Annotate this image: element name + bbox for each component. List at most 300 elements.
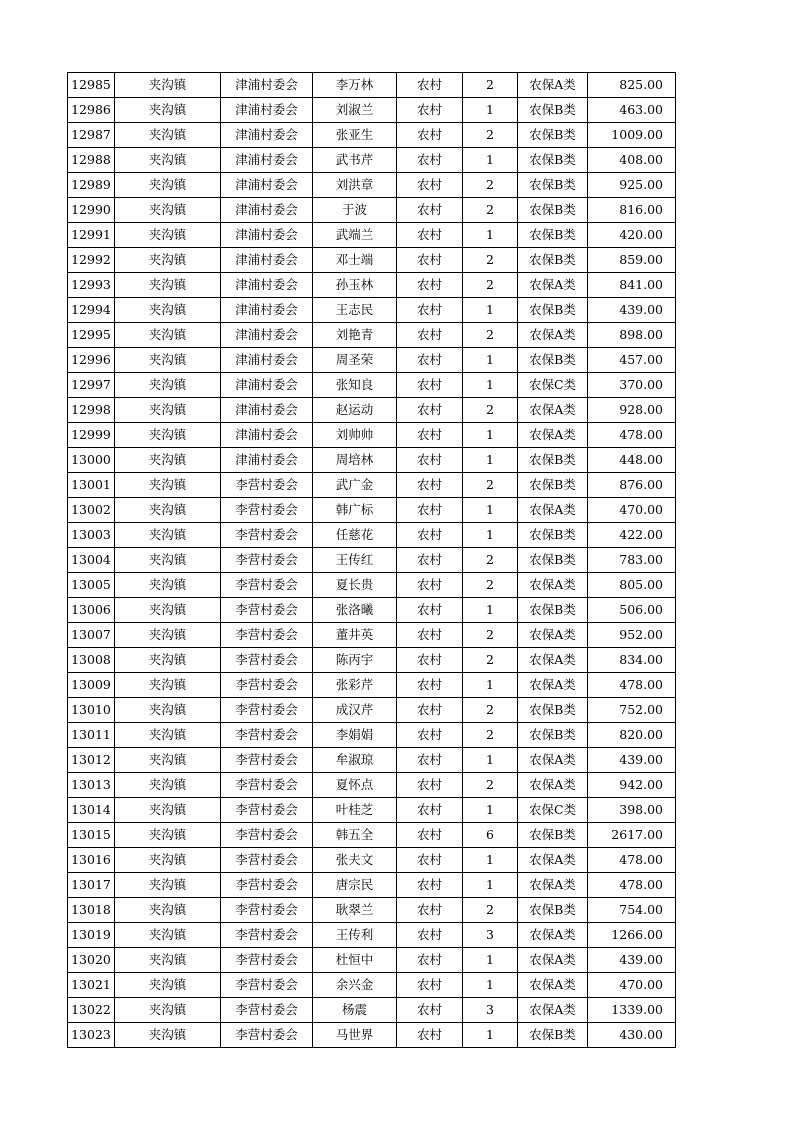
table-row bbox=[68, 673, 676, 698]
table-row bbox=[68, 448, 676, 473]
amount-cell: 470.00 bbox=[588, 973, 676, 998]
town-cell: 夹沟镇 bbox=[115, 323, 221, 348]
town-cell: 夹沟镇 bbox=[115, 298, 221, 323]
household-type-cell: 农村 bbox=[397, 73, 463, 98]
person-name-cell: 牟淑琼 bbox=[313, 748, 397, 773]
person-name-cell: 唐宗民 bbox=[313, 873, 397, 898]
person-name-cell: 张洛曦 bbox=[313, 598, 397, 623]
table-row bbox=[68, 1023, 676, 1048]
table-row bbox=[68, 698, 676, 723]
table-row bbox=[68, 373, 676, 398]
household-size-cell: 2 bbox=[463, 898, 518, 923]
amount-cell: 430.00 bbox=[588, 1023, 676, 1048]
amount-cell: 439.00 bbox=[588, 948, 676, 973]
household-type-cell: 农村 bbox=[397, 948, 463, 973]
serial-number-cell: 12986 bbox=[68, 98, 115, 123]
household-size-cell: 2 bbox=[463, 623, 518, 648]
insurance-category-cell: 农保B类 bbox=[518, 698, 588, 723]
person-name-cell: 刘淑兰 bbox=[313, 98, 397, 123]
household-size-cell: 1 bbox=[463, 848, 518, 873]
amount-cell: 457.00 bbox=[588, 348, 676, 373]
serial-number-cell: 12997 bbox=[68, 373, 115, 398]
insurance-category-cell: 农保A类 bbox=[518, 998, 588, 1023]
household-size-cell: 1 bbox=[463, 523, 518, 548]
town-cell: 夹沟镇 bbox=[115, 648, 221, 673]
town-cell: 夹沟镇 bbox=[115, 673, 221, 698]
household-type-cell: 农村 bbox=[397, 148, 463, 173]
household-size-cell: 2 bbox=[463, 73, 518, 98]
village-committee-cell: 李营村委会 bbox=[221, 598, 313, 623]
amount-cell: 478.00 bbox=[588, 873, 676, 898]
serial-number-cell: 13016 bbox=[68, 848, 115, 873]
insurance-category-cell: 农保A类 bbox=[518, 323, 588, 348]
household-size-cell: 2 bbox=[463, 573, 518, 598]
amount-cell: 478.00 bbox=[588, 673, 676, 698]
table-row bbox=[68, 198, 676, 223]
table-row bbox=[68, 398, 676, 423]
insurance-category-cell: 农保B类 bbox=[518, 448, 588, 473]
town-cell: 夹沟镇 bbox=[115, 848, 221, 873]
amount-cell: 463.00 bbox=[588, 98, 676, 123]
serial-number-cell: 13004 bbox=[68, 548, 115, 573]
household-size-cell: 3 bbox=[463, 923, 518, 948]
table-row bbox=[68, 923, 676, 948]
town-cell: 夹沟镇 bbox=[115, 923, 221, 948]
amount-cell: 1009.00 bbox=[588, 123, 676, 148]
village-committee-cell: 李营村委会 bbox=[221, 848, 313, 873]
person-name-cell: 王志民 bbox=[313, 298, 397, 323]
person-name-cell: 刘洪章 bbox=[313, 173, 397, 198]
insurance-category-cell: 农保B类 bbox=[518, 473, 588, 498]
household-type-cell: 农村 bbox=[397, 498, 463, 523]
insurance-category-cell: 农保B类 bbox=[518, 523, 588, 548]
serial-number-cell: 13007 bbox=[68, 623, 115, 648]
serial-number-cell: 13017 bbox=[68, 873, 115, 898]
town-cell: 夹沟镇 bbox=[115, 423, 221, 448]
town-cell: 夹沟镇 bbox=[115, 773, 221, 798]
village-committee-cell: 津浦村委会 bbox=[221, 123, 313, 148]
village-committee-cell: 津浦村委会 bbox=[221, 73, 313, 98]
serial-number-cell: 12989 bbox=[68, 173, 115, 198]
table-row bbox=[68, 548, 676, 573]
household-type-cell: 农村 bbox=[397, 598, 463, 623]
serial-number-cell: 13012 bbox=[68, 748, 115, 773]
household-size-cell: 2 bbox=[463, 473, 518, 498]
household-size-cell: 1 bbox=[463, 148, 518, 173]
serial-number-cell: 13006 bbox=[68, 598, 115, 623]
table-row bbox=[68, 748, 676, 773]
town-cell: 夹沟镇 bbox=[115, 798, 221, 823]
insurance-category-cell: 农保A类 bbox=[518, 948, 588, 973]
town-cell: 夹沟镇 bbox=[115, 1023, 221, 1048]
household-size-cell: 1 bbox=[463, 798, 518, 823]
household-type-cell: 农村 bbox=[397, 1023, 463, 1048]
person-name-cell: 张亚生 bbox=[313, 123, 397, 148]
table-row bbox=[68, 573, 676, 598]
person-name-cell: 孙玉林 bbox=[313, 273, 397, 298]
insurance-category-cell: 农保B类 bbox=[518, 548, 588, 573]
household-type-cell: 农村 bbox=[397, 648, 463, 673]
amount-cell: 825.00 bbox=[588, 73, 676, 98]
serial-number-cell: 13014 bbox=[68, 798, 115, 823]
insurance-category-cell: 农保A类 bbox=[518, 973, 588, 998]
household-type-cell: 农村 bbox=[397, 173, 463, 198]
serial-number-cell: 13008 bbox=[68, 648, 115, 673]
household-size-cell: 2 bbox=[463, 548, 518, 573]
insurance-category-cell: 农保B类 bbox=[518, 298, 588, 323]
insurance-category-cell: 农保A类 bbox=[518, 923, 588, 948]
village-committee-cell: 津浦村委会 bbox=[221, 248, 313, 273]
village-committee-cell: 李营村委会 bbox=[221, 973, 313, 998]
household-type-cell: 农村 bbox=[397, 273, 463, 298]
village-committee-cell: 津浦村委会 bbox=[221, 298, 313, 323]
village-committee-cell: 津浦村委会 bbox=[221, 198, 313, 223]
amount-cell: 470.00 bbox=[588, 498, 676, 523]
serial-number-cell: 13009 bbox=[68, 673, 115, 698]
town-cell: 夹沟镇 bbox=[115, 348, 221, 373]
village-committee-cell: 津浦村委会 bbox=[221, 423, 313, 448]
person-name-cell: 杜恒中 bbox=[313, 948, 397, 973]
serial-number-cell: 12998 bbox=[68, 398, 115, 423]
person-name-cell: 陈丙宇 bbox=[313, 648, 397, 673]
serial-number-cell: 13001 bbox=[68, 473, 115, 498]
table-row bbox=[68, 123, 676, 148]
amount-cell: 398.00 bbox=[588, 798, 676, 823]
table-row bbox=[68, 273, 676, 298]
household-size-cell: 2 bbox=[463, 173, 518, 198]
household-type-cell: 农村 bbox=[397, 923, 463, 948]
insurance-category-cell: 农保A类 bbox=[518, 673, 588, 698]
village-committee-cell: 李营村委会 bbox=[221, 723, 313, 748]
town-cell: 夹沟镇 bbox=[115, 373, 221, 398]
household-type-cell: 农村 bbox=[397, 223, 463, 248]
serial-number-cell: 13020 bbox=[68, 948, 115, 973]
town-cell: 夹沟镇 bbox=[115, 123, 221, 148]
town-cell: 夹沟镇 bbox=[115, 823, 221, 848]
town-cell: 夹沟镇 bbox=[115, 523, 221, 548]
village-committee-cell: 津浦村委会 bbox=[221, 273, 313, 298]
amount-cell: 754.00 bbox=[588, 898, 676, 923]
household-type-cell: 农村 bbox=[397, 998, 463, 1023]
serial-number-cell: 13005 bbox=[68, 573, 115, 598]
table-row bbox=[68, 323, 676, 348]
village-committee-cell: 津浦村委会 bbox=[221, 98, 313, 123]
town-cell: 夹沟镇 bbox=[115, 448, 221, 473]
town-cell: 夹沟镇 bbox=[115, 398, 221, 423]
household-type-cell: 农村 bbox=[397, 773, 463, 798]
amount-cell: 506.00 bbox=[588, 598, 676, 623]
insurance-category-cell: 农保B类 bbox=[518, 148, 588, 173]
village-committee-cell: 李营村委会 bbox=[221, 573, 313, 598]
person-name-cell: 张夫文 bbox=[313, 848, 397, 873]
insurance-category-cell: 农保B类 bbox=[518, 98, 588, 123]
household-type-cell: 农村 bbox=[397, 798, 463, 823]
village-committee-cell: 李营村委会 bbox=[221, 498, 313, 523]
person-name-cell: 王传利 bbox=[313, 923, 397, 948]
household-type-cell: 农村 bbox=[397, 98, 463, 123]
household-type-cell: 农村 bbox=[397, 248, 463, 273]
serial-number-cell: 12990 bbox=[68, 198, 115, 223]
serial-number-cell: 12999 bbox=[68, 423, 115, 448]
insurance-category-cell: 农保B类 bbox=[518, 248, 588, 273]
insurance-category-cell: 农保B类 bbox=[518, 823, 588, 848]
person-name-cell: 张彩芹 bbox=[313, 673, 397, 698]
town-cell: 夹沟镇 bbox=[115, 623, 221, 648]
village-committee-cell: 李营村委会 bbox=[221, 823, 313, 848]
household-size-cell: 1 bbox=[463, 673, 518, 698]
village-committee-cell: 李营村委会 bbox=[221, 673, 313, 698]
town-cell: 夹沟镇 bbox=[115, 98, 221, 123]
household-size-cell: 1 bbox=[463, 98, 518, 123]
insurance-category-cell: 农保C类 bbox=[518, 373, 588, 398]
person-name-cell: 王传红 bbox=[313, 548, 397, 573]
serial-number-cell: 12993 bbox=[68, 273, 115, 298]
town-cell: 夹沟镇 bbox=[115, 898, 221, 923]
serial-number-cell: 13018 bbox=[68, 898, 115, 923]
insurance-category-cell: 农保B类 bbox=[518, 173, 588, 198]
table-row bbox=[68, 648, 676, 673]
serial-number-cell: 12995 bbox=[68, 323, 115, 348]
household-size-cell: 1 bbox=[463, 373, 518, 398]
household-size-cell: 1 bbox=[463, 948, 518, 973]
town-cell: 夹沟镇 bbox=[115, 723, 221, 748]
table-row bbox=[68, 898, 676, 923]
village-committee-cell: 李营村委会 bbox=[221, 773, 313, 798]
person-name-cell: 李万林 bbox=[313, 73, 397, 98]
village-committee-cell: 李营村委会 bbox=[221, 623, 313, 648]
serial-number-cell: 12985 bbox=[68, 73, 115, 98]
serial-number-cell: 13003 bbox=[68, 523, 115, 548]
amount-cell: 478.00 bbox=[588, 423, 676, 448]
table-row bbox=[68, 498, 676, 523]
household-type-cell: 农村 bbox=[397, 698, 463, 723]
household-size-cell: 1 bbox=[463, 598, 518, 623]
village-committee-cell: 津浦村委会 bbox=[221, 373, 313, 398]
person-name-cell: 夏长贵 bbox=[313, 573, 397, 598]
serial-number-cell: 13011 bbox=[68, 723, 115, 748]
person-name-cell: 杨震 bbox=[313, 998, 397, 1023]
household-size-cell: 1 bbox=[463, 448, 518, 473]
amount-cell: 841.00 bbox=[588, 273, 676, 298]
table-row bbox=[68, 598, 676, 623]
amount-cell: 420.00 bbox=[588, 223, 676, 248]
serial-number-cell: 12996 bbox=[68, 348, 115, 373]
village-committee-cell: 津浦村委会 bbox=[221, 223, 313, 248]
town-cell: 夹沟镇 bbox=[115, 573, 221, 598]
amount-cell: 422.00 bbox=[588, 523, 676, 548]
person-name-cell: 马世界 bbox=[313, 1023, 397, 1048]
person-name-cell: 刘帅帅 bbox=[313, 423, 397, 448]
amount-cell: 925.00 bbox=[588, 173, 676, 198]
amount-cell: 2617.00 bbox=[588, 823, 676, 848]
household-type-cell: 农村 bbox=[397, 673, 463, 698]
town-cell: 夹沟镇 bbox=[115, 873, 221, 898]
town-cell: 夹沟镇 bbox=[115, 948, 221, 973]
household-type-cell: 农村 bbox=[397, 423, 463, 448]
amount-cell: 859.00 bbox=[588, 248, 676, 273]
roster-table bbox=[67, 72, 676, 1048]
household-size-cell: 2 bbox=[463, 698, 518, 723]
insurance-category-cell: 农保B类 bbox=[518, 723, 588, 748]
person-name-cell: 韩五全 bbox=[313, 823, 397, 848]
roster-body bbox=[68, 73, 676, 1048]
person-name-cell: 夏怀点 bbox=[313, 773, 397, 798]
town-cell: 夹沟镇 bbox=[115, 223, 221, 248]
serial-number-cell: 13002 bbox=[68, 498, 115, 523]
table-row bbox=[68, 948, 676, 973]
table-row bbox=[68, 523, 676, 548]
village-committee-cell: 李营村委会 bbox=[221, 523, 313, 548]
serial-number-cell: 12987 bbox=[68, 123, 115, 148]
person-name-cell: 叶桂芝 bbox=[313, 798, 397, 823]
insurance-category-cell: 农保B类 bbox=[518, 598, 588, 623]
village-committee-cell: 津浦村委会 bbox=[221, 173, 313, 198]
table-row bbox=[68, 998, 676, 1023]
household-type-cell: 农村 bbox=[397, 323, 463, 348]
household-type-cell: 农村 bbox=[397, 448, 463, 473]
town-cell: 夹沟镇 bbox=[115, 748, 221, 773]
insurance-category-cell: 农保A类 bbox=[518, 773, 588, 798]
village-committee-cell: 李营村委会 bbox=[221, 748, 313, 773]
household-size-cell: 2 bbox=[463, 273, 518, 298]
serial-number-cell: 13023 bbox=[68, 1023, 115, 1048]
household-type-cell: 农村 bbox=[397, 623, 463, 648]
amount-cell: 408.00 bbox=[588, 148, 676, 173]
serial-number-cell: 13022 bbox=[68, 998, 115, 1023]
household-size-cell: 1 bbox=[463, 298, 518, 323]
amount-cell: 898.00 bbox=[588, 323, 676, 348]
village-committee-cell: 李营村委会 bbox=[221, 873, 313, 898]
table-row bbox=[68, 248, 676, 273]
household-type-cell: 农村 bbox=[397, 848, 463, 873]
household-type-cell: 农村 bbox=[397, 548, 463, 573]
household-type-cell: 农村 bbox=[397, 898, 463, 923]
person-name-cell: 耿翠兰 bbox=[313, 898, 397, 923]
household-size-cell: 2 bbox=[463, 398, 518, 423]
serial-number-cell: 13000 bbox=[68, 448, 115, 473]
serial-number-cell: 12988 bbox=[68, 148, 115, 173]
table-row bbox=[68, 623, 676, 648]
village-committee-cell: 李营村委会 bbox=[221, 798, 313, 823]
amount-cell: 478.00 bbox=[588, 848, 676, 873]
amount-cell: 952.00 bbox=[588, 623, 676, 648]
village-committee-cell: 李营村委会 bbox=[221, 998, 313, 1023]
table-row bbox=[68, 773, 676, 798]
insurance-category-cell: 农保B类 bbox=[518, 198, 588, 223]
household-size-cell: 2 bbox=[463, 248, 518, 273]
village-committee-cell: 津浦村委会 bbox=[221, 448, 313, 473]
amount-cell: 805.00 bbox=[588, 573, 676, 598]
household-type-cell: 农村 bbox=[397, 473, 463, 498]
household-type-cell: 农村 bbox=[397, 348, 463, 373]
village-committee-cell: 津浦村委会 bbox=[221, 323, 313, 348]
table-row bbox=[68, 873, 676, 898]
household-type-cell: 农村 bbox=[397, 748, 463, 773]
table-row bbox=[68, 823, 676, 848]
town-cell: 夹沟镇 bbox=[115, 473, 221, 498]
amount-cell: 439.00 bbox=[588, 298, 676, 323]
town-cell: 夹沟镇 bbox=[115, 73, 221, 98]
table-row bbox=[68, 173, 676, 198]
insurance-category-cell: 农保A类 bbox=[518, 623, 588, 648]
insurance-category-cell: 农保A类 bbox=[518, 573, 588, 598]
person-name-cell: 董井英 bbox=[313, 623, 397, 648]
insurance-category-cell: 农保B类 bbox=[518, 1023, 588, 1048]
person-name-cell: 任慈花 bbox=[313, 523, 397, 548]
household-size-cell: 2 bbox=[463, 323, 518, 348]
insurance-category-cell: 农保A类 bbox=[518, 273, 588, 298]
insurance-category-cell: 农保A类 bbox=[518, 73, 588, 98]
amount-cell: 942.00 bbox=[588, 773, 676, 798]
serial-number-cell: 13019 bbox=[68, 923, 115, 948]
person-name-cell: 武书芹 bbox=[313, 148, 397, 173]
household-size-cell: 1 bbox=[463, 223, 518, 248]
village-committee-cell: 李营村委会 bbox=[221, 473, 313, 498]
table-row bbox=[68, 148, 676, 173]
village-committee-cell: 李营村委会 bbox=[221, 898, 313, 923]
serial-number-cell: 13015 bbox=[68, 823, 115, 848]
town-cell: 夹沟镇 bbox=[115, 498, 221, 523]
table-row bbox=[68, 423, 676, 448]
person-name-cell: 余兴金 bbox=[313, 973, 397, 998]
town-cell: 夹沟镇 bbox=[115, 248, 221, 273]
table-row bbox=[68, 98, 676, 123]
village-committee-cell: 李营村委会 bbox=[221, 698, 313, 723]
insurance-category-cell: 农保B类 bbox=[518, 123, 588, 148]
household-size-cell: 1 bbox=[463, 973, 518, 998]
village-committee-cell: 津浦村委会 bbox=[221, 398, 313, 423]
table-row bbox=[68, 723, 676, 748]
person-name-cell: 成汉芹 bbox=[313, 698, 397, 723]
household-size-cell: 1 bbox=[463, 1023, 518, 1048]
serial-number-cell: 13021 bbox=[68, 973, 115, 998]
household-type-cell: 农村 bbox=[397, 523, 463, 548]
amount-cell: 439.00 bbox=[588, 748, 676, 773]
amount-cell: 1266.00 bbox=[588, 923, 676, 948]
household-type-cell: 农村 bbox=[397, 873, 463, 898]
serial-number-cell: 13010 bbox=[68, 698, 115, 723]
person-name-cell: 邓士端 bbox=[313, 248, 397, 273]
insurance-category-cell: 农保A类 bbox=[518, 848, 588, 873]
amount-cell: 834.00 bbox=[588, 648, 676, 673]
table-row bbox=[68, 348, 676, 373]
household-size-cell: 2 bbox=[463, 773, 518, 798]
household-size-cell: 2 bbox=[463, 123, 518, 148]
household-size-cell: 2 bbox=[463, 198, 518, 223]
person-name-cell: 刘艳青 bbox=[313, 323, 397, 348]
village-committee-cell: 津浦村委会 bbox=[221, 348, 313, 373]
household-type-cell: 农村 bbox=[397, 298, 463, 323]
insurance-category-cell: 农保A类 bbox=[518, 873, 588, 898]
household-type-cell: 农村 bbox=[397, 123, 463, 148]
town-cell: 夹沟镇 bbox=[115, 198, 221, 223]
village-committee-cell: 李营村委会 bbox=[221, 923, 313, 948]
amount-cell: 448.00 bbox=[588, 448, 676, 473]
person-name-cell: 周培林 bbox=[313, 448, 397, 473]
amount-cell: 816.00 bbox=[588, 198, 676, 223]
insurance-category-cell: 农保C类 bbox=[518, 798, 588, 823]
household-type-cell: 农村 bbox=[397, 723, 463, 748]
household-size-cell: 1 bbox=[463, 748, 518, 773]
town-cell: 夹沟镇 bbox=[115, 148, 221, 173]
insurance-category-cell: 农保A类 bbox=[518, 423, 588, 448]
town-cell: 夹沟镇 bbox=[115, 598, 221, 623]
household-size-cell: 2 bbox=[463, 723, 518, 748]
person-name-cell: 武端兰 bbox=[313, 223, 397, 248]
village-committee-cell: 李营村委会 bbox=[221, 548, 313, 573]
person-name-cell: 韩广标 bbox=[313, 498, 397, 523]
table-row bbox=[68, 798, 676, 823]
